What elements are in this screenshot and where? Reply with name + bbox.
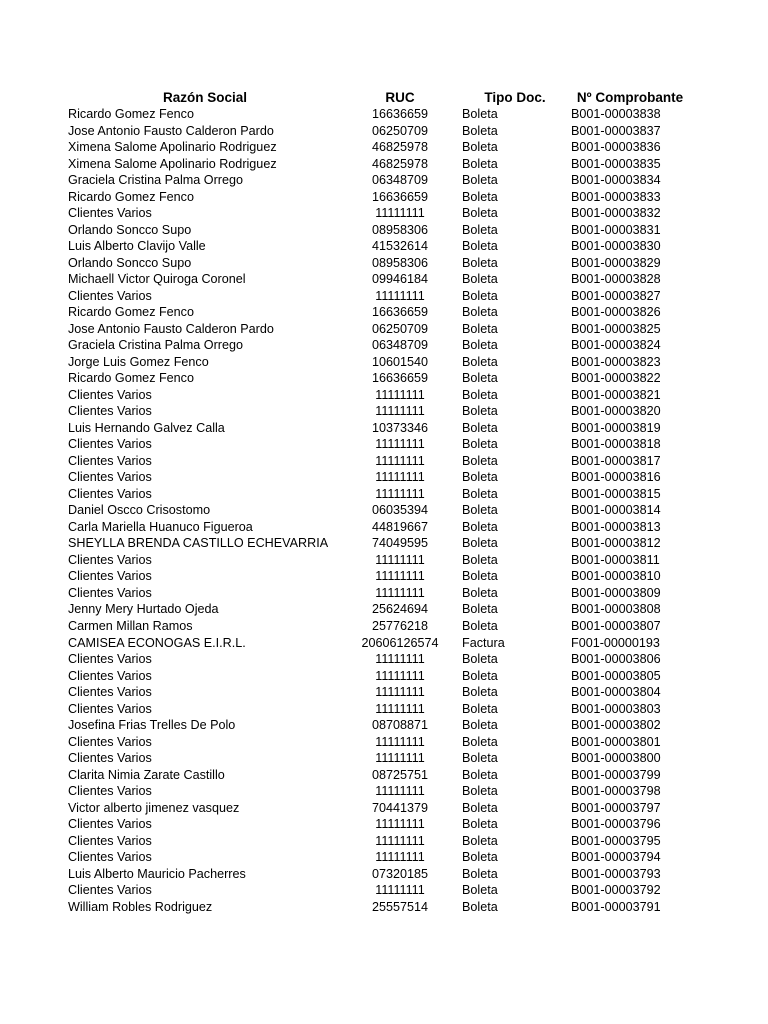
cell-razon-social: Clientes Varios bbox=[68, 701, 152, 716]
cell-tipo-doc: Boleta bbox=[462, 354, 498, 369]
cell-tipo-doc: Boleta bbox=[462, 751, 498, 766]
cell-tipo-doc: Boleta bbox=[462, 371, 498, 386]
cell-tipo-doc: Boleta bbox=[462, 338, 498, 353]
cell-ruc: 46825978 bbox=[371, 156, 429, 171]
cell-comprobante: B001-00003820 bbox=[571, 404, 661, 419]
table-row bbox=[0, 123, 768, 140]
cell-comprobante: B001-00003792 bbox=[571, 883, 661, 898]
cell-tipo-doc: Boleta bbox=[462, 519, 498, 534]
cell-ruc: 11111111 bbox=[375, 751, 425, 766]
cell-razon-social: Clientes Varios bbox=[68, 652, 152, 667]
cell-tipo-doc: Boleta bbox=[462, 734, 498, 749]
cell-ruc: 11111111 bbox=[375, 784, 425, 799]
table-row bbox=[0, 156, 768, 173]
cell-tipo-doc: Boleta bbox=[462, 305, 498, 320]
cell-tipo-doc: Boleta bbox=[462, 784, 498, 799]
cell-razon-social: Ximena Salome Apolinario Rodriguez bbox=[68, 140, 277, 155]
cell-ruc: 25557514 bbox=[371, 899, 429, 914]
table-row bbox=[0, 800, 768, 817]
cell-ruc: 11111111 bbox=[375, 206, 425, 221]
table-row bbox=[0, 568, 768, 585]
cell-comprobante: B001-00003796 bbox=[571, 817, 661, 832]
cell-razon-social: Clientes Varios bbox=[68, 850, 152, 865]
table-row bbox=[0, 502, 768, 519]
table-row bbox=[0, 304, 768, 321]
cell-comprobante: B001-00003835 bbox=[571, 156, 661, 171]
cell-ruc: 11111111 bbox=[375, 404, 425, 419]
cell-tipo-doc: Boleta bbox=[462, 652, 498, 667]
cell-tipo-doc: Boleta bbox=[462, 140, 498, 155]
cell-razon-social: Carla Mariella Huanuco Figueroa bbox=[68, 519, 253, 534]
table-row bbox=[0, 833, 768, 850]
cell-ruc: 16636659 bbox=[371, 107, 429, 121]
cell-ruc: 25624694 bbox=[371, 602, 429, 617]
table-row bbox=[0, 618, 768, 635]
cell-tipo-doc: Boleta bbox=[462, 387, 498, 402]
cell-tipo-doc: Boleta bbox=[462, 470, 498, 485]
cell-tipo-doc: Boleta bbox=[462, 618, 498, 633]
cell-ruc: 11111111 bbox=[375, 833, 425, 848]
table-row bbox=[0, 354, 768, 371]
cell-comprobante: B001-00003797 bbox=[571, 800, 661, 815]
cell-razon-social: Luis Alberto Clavijo Valle bbox=[68, 239, 206, 254]
cell-comprobante: B001-00003819 bbox=[571, 420, 661, 435]
cell-ruc: 11111111 bbox=[375, 453, 425, 468]
cell-tipo-doc: Boleta bbox=[462, 718, 498, 733]
cell-comprobante: B001-00003805 bbox=[571, 668, 661, 683]
table-row bbox=[0, 849, 768, 866]
cell-razon-social: Clientes Varios bbox=[68, 569, 152, 584]
cell-razon-social: Clientes Varios bbox=[68, 288, 152, 303]
cell-razon-social: Clientes Varios bbox=[68, 585, 152, 600]
cell-tipo-doc: Boleta bbox=[462, 288, 498, 303]
cell-tipo-doc: Boleta bbox=[462, 585, 498, 600]
table-row bbox=[0, 271, 768, 288]
cell-ruc: 08958306 bbox=[371, 222, 429, 237]
cell-comprobante: B001-00003807 bbox=[571, 618, 661, 633]
cell-comprobante: B001-00003824 bbox=[571, 338, 661, 353]
cell-tipo-doc: Boleta bbox=[462, 321, 498, 336]
cell-ruc: 46825978 bbox=[371, 140, 429, 155]
table-row bbox=[0, 436, 768, 453]
cell-tipo-doc: Boleta bbox=[462, 255, 498, 270]
cell-razon-social: Clarita Nimia Zarate Castillo bbox=[68, 767, 225, 782]
cell-razon-social: Clientes Varios bbox=[68, 685, 152, 700]
cell-razon-social: Clientes Varios bbox=[68, 734, 152, 749]
cell-ruc: 06035394 bbox=[371, 503, 429, 518]
cell-tipo-doc: Boleta bbox=[462, 239, 498, 254]
cell-ruc: 11111111 bbox=[375, 817, 425, 832]
cell-comprobante: B001-00003808 bbox=[571, 602, 661, 617]
table-row bbox=[0, 337, 768, 354]
cell-comprobante: B001-00003829 bbox=[571, 255, 661, 270]
table-row bbox=[0, 684, 768, 701]
cell-comprobante: B001-00003837 bbox=[571, 123, 661, 138]
cell-razon-social: Clientes Varios bbox=[68, 833, 152, 848]
cell-razon-social: Jenny Mery Hurtado Ojeda bbox=[68, 602, 219, 617]
cell-tipo-doc: Boleta bbox=[462, 701, 498, 716]
cell-ruc: 07320185 bbox=[371, 866, 429, 881]
cell-tipo-doc: Boleta bbox=[462, 883, 498, 898]
cell-razon-social: Daniel Oscco Crisostomo bbox=[68, 503, 211, 518]
cell-comprobante: B001-00003827 bbox=[571, 288, 661, 303]
cell-tipo-doc: Boleta bbox=[462, 272, 498, 287]
cell-tipo-doc: Boleta bbox=[462, 222, 498, 237]
cell-razon-social: Clientes Varios bbox=[68, 453, 152, 468]
table-row bbox=[0, 222, 768, 239]
table-row bbox=[0, 552, 768, 569]
table-row bbox=[0, 750, 768, 767]
cell-tipo-doc: Boleta bbox=[462, 189, 498, 204]
table-row bbox=[0, 585, 768, 602]
cell-razon-social: Clientes Varios bbox=[68, 668, 152, 683]
cell-razon-social: Clientes Varios bbox=[68, 883, 152, 898]
cell-tipo-doc: Boleta bbox=[462, 503, 498, 518]
table-row bbox=[0, 882, 768, 899]
cell-tipo-doc: Boleta bbox=[462, 437, 498, 452]
header-ruc: RUC bbox=[385, 90, 415, 105]
table-row bbox=[0, 701, 768, 718]
cell-comprobante: B001-00003809 bbox=[571, 585, 661, 600]
cell-razon-social: Clientes Varios bbox=[68, 817, 152, 832]
cell-ruc: 16636659 bbox=[371, 371, 429, 386]
table-row bbox=[0, 387, 768, 404]
table-row bbox=[0, 403, 768, 420]
table-row bbox=[0, 899, 768, 916]
cell-comprobante: B001-00003817 bbox=[571, 453, 661, 468]
cell-ruc: 11111111 bbox=[375, 387, 425, 402]
cell-comprobante: B001-00003826 bbox=[571, 305, 661, 320]
header-razon-social: Razón Social bbox=[162, 90, 248, 105]
table-row bbox=[0, 453, 768, 470]
cell-comprobante: B001-00003799 bbox=[571, 767, 661, 782]
cell-razon-social: Clientes Varios bbox=[68, 751, 152, 766]
cell-tipo-doc: Boleta bbox=[462, 833, 498, 848]
cell-comprobante: B001-00003801 bbox=[571, 734, 661, 749]
cell-comprobante: B001-00003812 bbox=[571, 536, 661, 551]
table-row bbox=[0, 668, 768, 685]
cell-tipo-doc: Boleta bbox=[462, 173, 498, 188]
cell-razon-social: Clientes Varios bbox=[68, 784, 152, 799]
cell-razon-social: Clientes Varios bbox=[68, 387, 152, 402]
cell-razon-social: Ximena Salome Apolinario Rodriguez bbox=[68, 156, 277, 171]
cell-ruc: 11111111 bbox=[375, 734, 425, 749]
cell-tipo-doc: Boleta bbox=[462, 453, 498, 468]
cell-comprobante: B001-00003802 bbox=[571, 718, 661, 733]
cell-ruc: 11111111 bbox=[375, 552, 425, 567]
cell-razon-social: Graciela Cristina Palma Orrego bbox=[68, 338, 243, 353]
cell-razon-social: Clientes Varios bbox=[68, 437, 152, 452]
cell-comprobante: B001-00003822 bbox=[571, 371, 661, 386]
cell-tipo-doc: Boleta bbox=[462, 156, 498, 171]
cell-ruc: 11111111 bbox=[375, 668, 425, 683]
cell-ruc: 11111111 bbox=[375, 569, 425, 584]
table-row bbox=[0, 238, 768, 255]
cell-comprobante: B001-00003810 bbox=[571, 569, 661, 584]
cell-comprobante: B001-00003816 bbox=[571, 470, 661, 485]
cell-tipo-doc: Boleta bbox=[462, 899, 498, 914]
cell-comprobante: B001-00003828 bbox=[571, 272, 661, 287]
cell-tipo-doc: Boleta bbox=[462, 569, 498, 584]
cell-tipo-doc: Boleta bbox=[462, 486, 498, 501]
table-row bbox=[0, 717, 768, 734]
cell-tipo-doc: Boleta bbox=[462, 767, 498, 782]
cell-ruc: 25776218 bbox=[371, 618, 429, 633]
cell-tipo-doc: Boleta bbox=[462, 866, 498, 881]
cell-razon-social: Ricardo Gomez Fenco bbox=[68, 305, 194, 320]
cell-razon-social: William Robles Rodriguez bbox=[68, 899, 213, 914]
cell-ruc: 16636659 bbox=[371, 305, 429, 320]
header-tipo-doc: Tipo Doc. bbox=[484, 90, 546, 105]
cell-ruc: 08708871 bbox=[371, 718, 429, 733]
cell-razon-social: Ricardo Gomez Fenco bbox=[68, 107, 194, 121]
cell-razon-social: Orlando Soncco Supo bbox=[68, 255, 192, 270]
cell-ruc: 11111111 bbox=[375, 585, 425, 600]
cell-razon-social: Josefina Frias Trelles De Polo bbox=[68, 718, 236, 733]
cell-ruc: 10373346 bbox=[371, 420, 429, 435]
table-row bbox=[0, 139, 768, 156]
cell-tipo-doc: Boleta bbox=[462, 107, 498, 121]
cell-ruc: 11111111 bbox=[375, 685, 425, 700]
cell-tipo-doc: Factura bbox=[462, 635, 505, 650]
cell-ruc: 70441379 bbox=[371, 800, 429, 815]
cell-razon-social: Clientes Varios bbox=[68, 486, 152, 501]
table-row bbox=[0, 783, 768, 800]
table-row bbox=[0, 767, 768, 784]
cell-tipo-doc: Boleta bbox=[462, 123, 498, 138]
cell-comprobante: B001-00003814 bbox=[571, 503, 661, 518]
cell-comprobante: B001-00003831 bbox=[571, 222, 661, 237]
cell-comprobante: F001-00000193 bbox=[571, 635, 660, 650]
cell-comprobante: B001-00003795 bbox=[571, 833, 661, 848]
cell-ruc: 06250709 bbox=[371, 321, 429, 336]
cell-comprobante: B001-00003834 bbox=[571, 173, 661, 188]
cell-comprobante: B001-00003833 bbox=[571, 189, 661, 204]
table-row bbox=[0, 106, 768, 123]
table-row bbox=[0, 734, 768, 751]
cell-razon-social: Clientes Varios bbox=[68, 206, 152, 221]
cell-ruc: 11111111 bbox=[375, 470, 425, 485]
cell-comprobante: B001-00003838 bbox=[571, 107, 661, 121]
table-row bbox=[0, 255, 768, 272]
table-row bbox=[0, 651, 768, 668]
table-row bbox=[0, 635, 768, 652]
table-row bbox=[0, 288, 768, 305]
table-row bbox=[0, 321, 768, 338]
cell-comprobante: B001-00003823 bbox=[571, 354, 661, 369]
cell-comprobante: B001-00003811 bbox=[571, 552, 660, 567]
table-row bbox=[0, 866, 768, 883]
cell-ruc: 16636659 bbox=[371, 189, 429, 204]
table-row bbox=[0, 486, 768, 503]
cell-tipo-doc: Boleta bbox=[462, 536, 498, 551]
cell-ruc: 06250709 bbox=[371, 123, 429, 138]
cell-comprobante: B001-00003818 bbox=[571, 437, 661, 452]
cell-comprobante: B001-00003813 bbox=[571, 519, 661, 534]
cell-razon-social: CAMISEA ECONOGAS E.I.R.L. bbox=[68, 635, 246, 650]
cell-razon-social: Orlando Soncco Supo bbox=[68, 222, 192, 237]
cell-comprobante: B001-00003832 bbox=[571, 206, 661, 221]
cell-tipo-doc: Boleta bbox=[462, 800, 498, 815]
table-row bbox=[0, 189, 768, 206]
cell-razon-social: Ricardo Gomez Fenco bbox=[68, 371, 194, 386]
cell-comprobante: B001-00003806 bbox=[571, 652, 661, 667]
cell-razon-social: Jose Antonio Fausto Calderon Pardo bbox=[68, 123, 274, 138]
cell-tipo-doc: Boleta bbox=[462, 668, 498, 683]
cell-tipo-doc: Boleta bbox=[462, 404, 498, 419]
cell-ruc: 11111111 bbox=[375, 437, 425, 452]
cell-ruc: 11111111 bbox=[375, 850, 425, 865]
cell-tipo-doc: Boleta bbox=[462, 420, 498, 435]
cell-tipo-doc: Boleta bbox=[462, 685, 498, 700]
cell-ruc: 74049595 bbox=[371, 536, 429, 551]
cell-tipo-doc: Boleta bbox=[462, 552, 498, 567]
cell-tipo-doc: Boleta bbox=[462, 850, 498, 865]
table-row bbox=[0, 816, 768, 833]
cell-comprobante: B001-00003800 bbox=[571, 751, 661, 766]
table-row bbox=[0, 469, 768, 486]
cell-razon-social: Clientes Varios bbox=[68, 470, 152, 485]
cell-ruc: 08958306 bbox=[371, 255, 429, 270]
cell-ruc: 41532614 bbox=[371, 239, 429, 254]
cell-ruc: 11111111 bbox=[375, 652, 425, 667]
cell-comprobante: B001-00003830 bbox=[571, 239, 661, 254]
cell-razon-social: Victor alberto jimenez vasquez bbox=[68, 800, 240, 815]
cell-ruc: 44819667 bbox=[371, 519, 429, 534]
table-body bbox=[0, 106, 768, 915]
cell-razon-social: Jorge Luis Gomez Fenco bbox=[68, 354, 209, 369]
cell-ruc: 09946184 bbox=[371, 272, 429, 287]
cell-razon-social: Clientes Varios bbox=[68, 404, 152, 419]
cell-ruc: 06348709 bbox=[371, 338, 429, 353]
table-row bbox=[0, 601, 768, 618]
cell-ruc: 11111111 bbox=[375, 883, 425, 898]
cell-ruc: 10601540 bbox=[371, 354, 429, 369]
cell-comprobante: B001-00003791 bbox=[571, 899, 661, 914]
cell-comprobante: B001-00003794 bbox=[571, 850, 661, 865]
header-comprobante: Nº Comprobante bbox=[576, 90, 684, 105]
cell-comprobante: B001-00003793 bbox=[571, 866, 661, 881]
cell-tipo-doc: Boleta bbox=[462, 602, 498, 617]
table-row bbox=[0, 535, 768, 552]
table-row bbox=[0, 172, 768, 189]
cell-ruc: 11111111 bbox=[375, 486, 425, 501]
cell-razon-social: Ricardo Gomez Fenco bbox=[68, 189, 194, 204]
cell-comprobante: B001-00003804 bbox=[571, 685, 661, 700]
cell-ruc: 11111111 bbox=[375, 701, 425, 716]
cell-tipo-doc: Boleta bbox=[462, 206, 498, 221]
table-row bbox=[0, 370, 768, 387]
cell-comprobante: B001-00003815 bbox=[571, 486, 661, 501]
cell-ruc: 11111111 bbox=[375, 288, 425, 303]
cell-ruc: 08725751 bbox=[371, 767, 429, 782]
cell-ruc: 20606126574 bbox=[361, 635, 439, 650]
table-row bbox=[0, 205, 768, 222]
cell-razon-social: Clientes Varios bbox=[68, 552, 152, 567]
cell-comprobante: B001-00003821 bbox=[571, 387, 661, 402]
cell-razon-social: Carmen Millan Ramos bbox=[68, 618, 193, 633]
cell-razon-social: Michaell Victor Quiroga Coronel bbox=[68, 272, 246, 287]
cell-razon-social: Luis Alberto Mauricio Pacherres bbox=[68, 866, 246, 881]
cell-ruc: 06348709 bbox=[371, 173, 429, 188]
table-row bbox=[0, 420, 768, 437]
table-row bbox=[0, 519, 768, 536]
cell-razon-social: Graciela Cristina Palma Orrego bbox=[68, 173, 243, 188]
cell-comprobante: B001-00003803 bbox=[571, 701, 661, 716]
cell-comprobante: B001-00003825 bbox=[571, 321, 661, 336]
cell-razon-social: Jose Antonio Fausto Calderon Pardo bbox=[68, 321, 274, 336]
cell-razon-social: Luis Hernando Galvez Calla bbox=[68, 420, 225, 435]
cell-comprobante: B001-00003836 bbox=[571, 140, 661, 155]
cell-razon-social: SHEYLLA BRENDA CASTILLO ECHEVARRIA bbox=[68, 536, 329, 551]
cell-comprobante: B001-00003798 bbox=[571, 784, 661, 799]
cell-tipo-doc: Boleta bbox=[462, 817, 498, 832]
